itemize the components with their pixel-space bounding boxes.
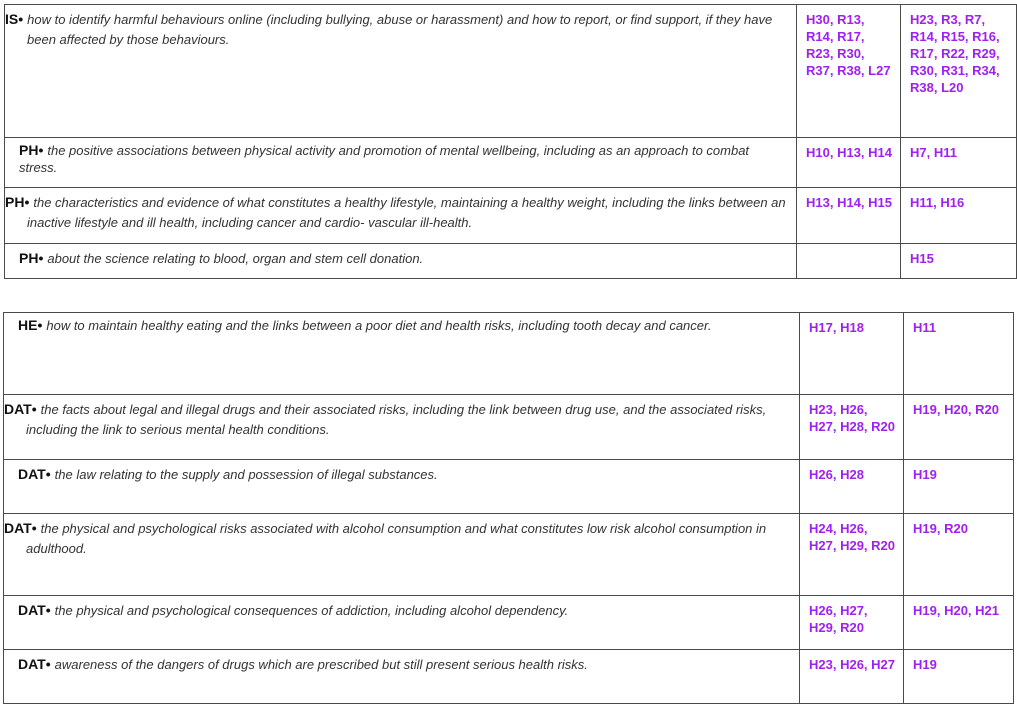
code-cell-1: H26, H27, H29, R20 [800, 596, 904, 650]
table-row [5, 188, 1017, 244]
topic-text: awareness of the dangers of drugs which are prescribed but still present serious health risks. [54, 657, 588, 672]
code-cell-2: H23, R3, R7, R14, R15, R16, R17, R22, R29, R30, R31, R34, R38, L20 [901, 5, 1017, 138]
topic-tag: DAT [18, 656, 46, 672]
topic-text: the characteristics and evidence of what constitutes a healthy lifestyle, maintaining a healthy weight, including the links between an inactive lifestyle and ill health, including cancer and cardio- vascular ill-health. [27, 195, 786, 230]
topic-tag: HE [18, 317, 38, 333]
code-cell-1: H26, H28 [800, 460, 904, 514]
code-cell-1: H23, H26, H27 [800, 650, 904, 704]
topic-description [4, 313, 800, 395]
topic-tag: DAT [18, 602, 46, 618]
table-row [4, 514, 1014, 596]
code-cell-2: H19, H20, H21 [904, 596, 1014, 650]
topic-tag: IS [5, 11, 19, 27]
table-row [4, 596, 1014, 650]
bullet: • [31, 401, 37, 417]
topic-tag: DAT [4, 520, 32, 536]
table-row [5, 5, 1017, 138]
bullet: • [45, 466, 51, 482]
code-cell-1: H10, H13, H14 [797, 138, 901, 188]
table-row [5, 244, 1017, 279]
bullet: • [38, 142, 44, 158]
bullet: • [45, 602, 51, 618]
topic-description [4, 596, 800, 650]
topic-text: the law relating to the supply and possession of illegal substances. [54, 467, 438, 482]
code-cell-1: H17, H18 [800, 313, 904, 395]
code-cell-2: H19 [904, 460, 1014, 514]
code-cell-2: H19, H20, R20 [904, 395, 1014, 460]
topic-description [4, 395, 800, 460]
table-row [4, 650, 1014, 704]
bullet: • [24, 194, 30, 210]
code-cell-1: H30, R13, R14, R17, R23, R30, R37, R38, L27 [797, 5, 901, 138]
code-cell-2: H19 [904, 650, 1014, 704]
topic-description [4, 514, 800, 596]
topic-description [4, 650, 800, 704]
topic-text: the facts about legal and illegal drugs and their associated risks, including the link between drug use, and the associated risks, including the link to serious mental health conditions. [26, 402, 767, 437]
topic-text: the physical and psychological risks associated with alcohol consumption and what constitutes low risk alcohol consumption in adulthood. [26, 521, 767, 556]
topic-description [4, 460, 800, 514]
table-row [4, 460, 1014, 514]
code-cell-1 [797, 244, 901, 279]
topic-text: how to maintain healthy eating and the links between a poor diet and health risks, including tooth decay and cancer. [46, 318, 712, 333]
topic-text: how to identify harmful behaviours online (including bullying, abuse or harassment) and how to report, or find support, if they have been affected by those behaviours. [27, 12, 773, 47]
topic-tag: DAT [4, 401, 32, 417]
topic-description [5, 5, 797, 138]
table-row [5, 138, 1017, 188]
code-cell-2: H15 [901, 244, 1017, 279]
code-cell-2: H19, R20 [904, 514, 1014, 596]
topic-tag: DAT [18, 466, 46, 482]
topic-description [5, 138, 797, 188]
topic-text: the positive associations between physical activity and promotion of mental wellbeing, including as an approach to combat stress. [19, 143, 750, 175]
bullet: • [31, 520, 37, 536]
topic-text: about the science relating to blood, organ and stem cell donation. [47, 251, 424, 266]
topic-tag: PH [19, 142, 39, 158]
topic-text: the physical and psychological consequences of addiction, including alcohol dependency. [54, 603, 569, 618]
code-cell-2: H11 [904, 313, 1014, 395]
curriculum-table-1 [4, 4, 1017, 279]
topic-description [5, 244, 797, 279]
topic-tag: PH [19, 250, 39, 266]
topic-tag: PH [5, 194, 25, 210]
bullet: • [38, 250, 44, 266]
curriculum-table-2 [3, 312, 1014, 704]
bullet: • [37, 317, 43, 333]
code-cell-1: H24, H26, H27, H29, R20 [800, 514, 904, 596]
bullet: • [45, 656, 51, 672]
bullet: • [18, 11, 24, 27]
table-row [4, 313, 1014, 395]
code-cell-1: H23, H26, H27, H28, R20 [800, 395, 904, 460]
code-cell-1: H13, H14, H15 [797, 188, 901, 244]
table-row [4, 395, 1014, 460]
code-cell-2: H11, H16 [901, 188, 1017, 244]
topic-description [5, 188, 797, 244]
code-cell-2: H7, H11 [901, 138, 1017, 188]
